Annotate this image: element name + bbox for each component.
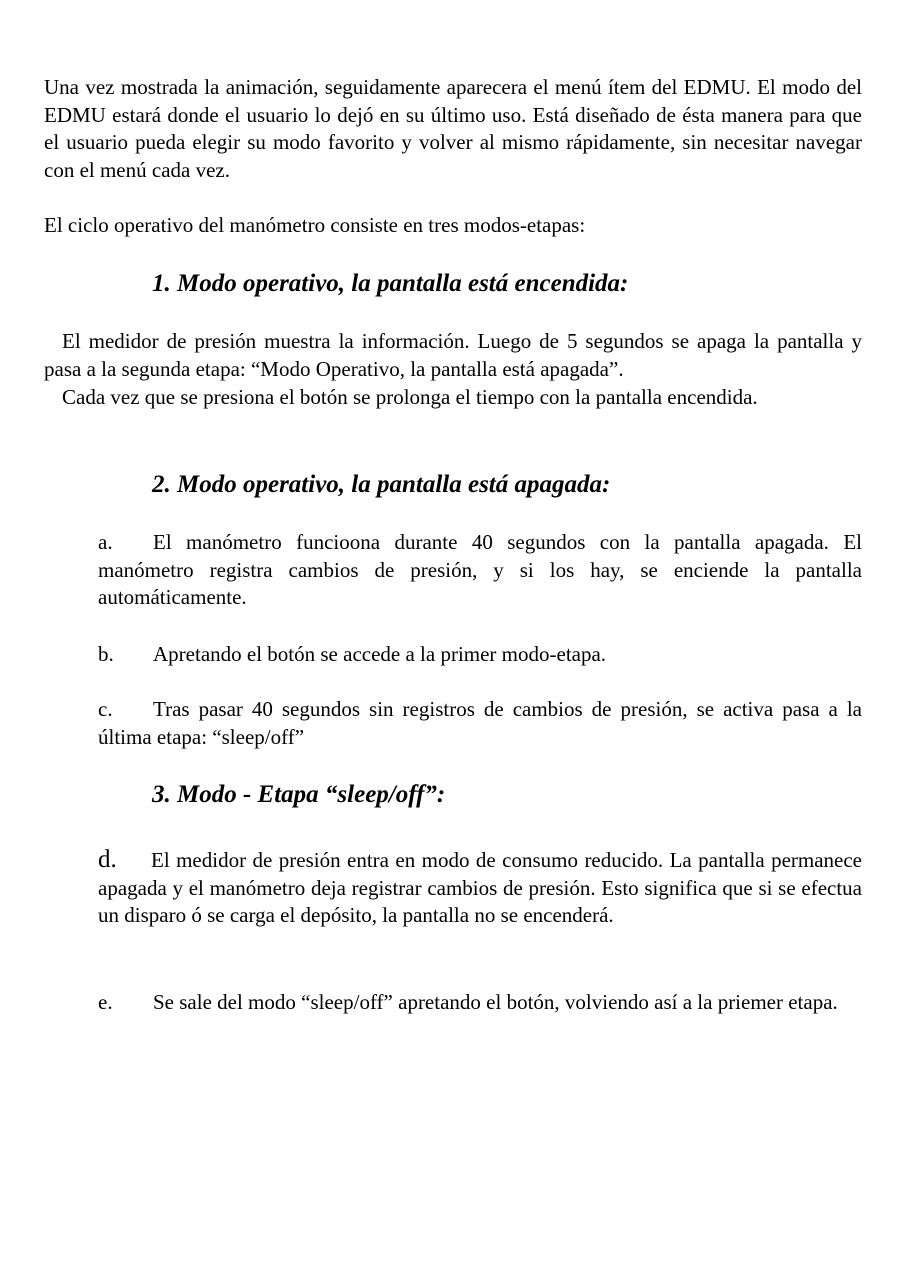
section-heading-2: 2. Modo operativo, la pantalla está apagada: bbox=[152, 471, 611, 498]
list-marker: c. bbox=[98, 697, 113, 721]
list-item-text: Se sale del modo “sleep/off” apretando el botón, volviendo así a la priemer etapa. bbox=[153, 990, 838, 1014]
list-item-e bbox=[98, 989, 862, 1017]
list-item-text: El medidor de presión entra en modo de consumo reducido. La pantalla permanece apagada y el manómetro deja registrar cambios de presión. Esto significa que si se efectua un disparo ó se carga el depósito, la pantalla no se encenderá. bbox=[98, 848, 862, 927]
list-marker: e. bbox=[98, 990, 113, 1014]
section1-paragraph-1: El medidor de presión muestra la información. Luego de 5 segundos se apaga la pantalla y pasa a la segunda etapa: “Modo Operativo, la pantalla está apagada”. bbox=[44, 329, 862, 381]
list-item-a bbox=[98, 529, 862, 612]
section-heading-1: 1. Modo operativo, la pantalla está encendida: bbox=[152, 270, 629, 297]
list-item-d bbox=[98, 846, 862, 930]
list-marker: b. bbox=[98, 642, 114, 666]
list-marker: d. bbox=[98, 846, 117, 873]
list-item-text: Apretando el botón se accede a la primer modo-etapa. bbox=[153, 642, 607, 666]
list-item-c bbox=[98, 696, 862, 751]
list-item-text: Tras pasar 40 segundos sin registros de cambios de presión, se activa pasa a la última etapa: “sleep/off” bbox=[98, 697, 862, 749]
list-marker: a. bbox=[98, 530, 113, 554]
section1-paragraph-2: Cada vez que se presiona el botón se prolonga el tiempo con la pantalla encendida. bbox=[62, 385, 758, 409]
intro-paragraph: Una vez mostrada la animación, seguidamente aparecera el menú ítem del EDMU. El modo del EDMU estará donde el usuario lo dejó en su último uso. Está diseñado de ésta manera para que el usuario pueda elegir su modo favorito y volver al mismo rápidamente, sin necesitar navegar con el menú cada vez. bbox=[44, 75, 862, 182]
list-item-b bbox=[98, 641, 862, 669]
intro-cycle-paragraph: El ciclo operativo del manómetro consiste en tres modos-etapas: bbox=[44, 213, 586, 237]
section-heading-3: 3. Modo - Etapa “sleep/off”: bbox=[152, 781, 446, 808]
list-item-text: El manómetro funcioona durante 40 segundos con la pantalla apagada. El manómetro registra cambios de presión, y si los hay, se enciende la pantalla automáticamente. bbox=[98, 530, 862, 609]
